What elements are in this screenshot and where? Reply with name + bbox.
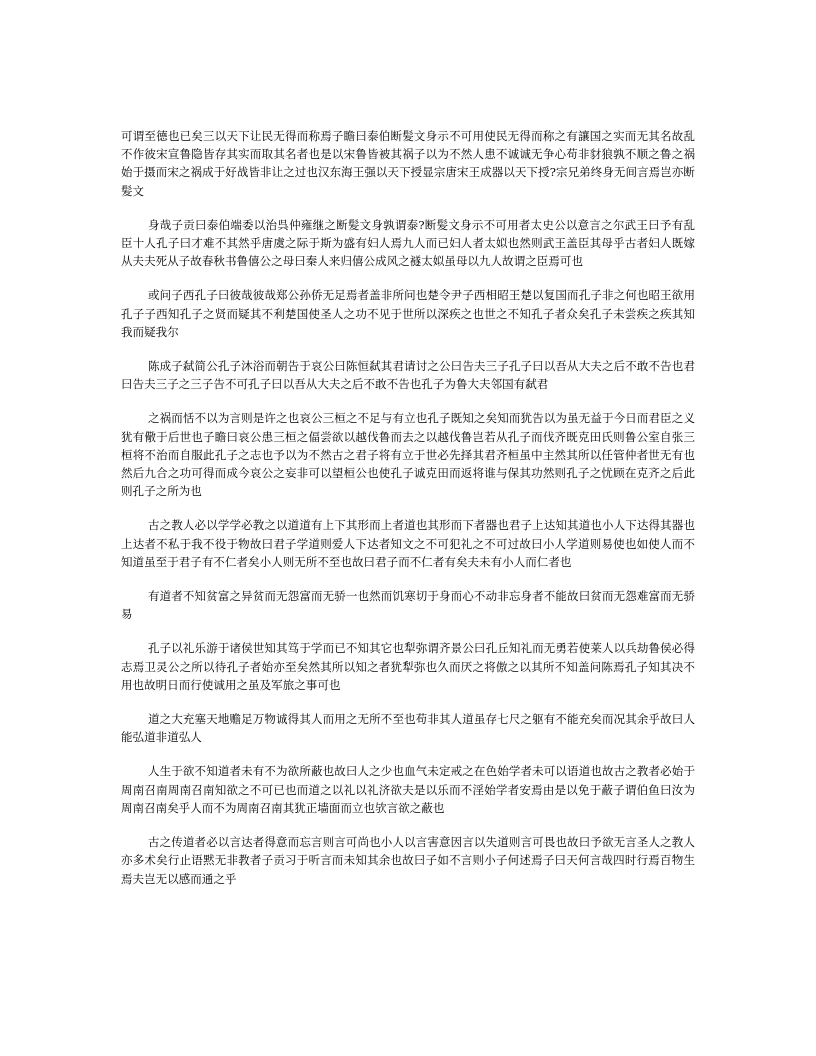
paragraph-4: 陈成子弑简公孔子沐浴而朝告于哀公曰陈恒弑其君请讨之公曰告夫三子孔子曰以吾从大夫之后不敢不告也君曰告夫三子之三子告不可孔子曰以吾从大夫之后不敢不告也孔子为鲁大夫邻国有弑君 xyxy=(121,359,695,392)
paragraph-11: 古之传道者必以言达者得意而忘言则言可尚也小人以言害意因言以失道则言可畏也故曰予欲无言圣人之教人亦多术矣行止语黙无非教者子贡习于听言而未知其余也故曰子如不言则小子何述焉子曰天何言哉四时行焉百物生焉夫岂无以感而通之乎 xyxy=(121,835,695,886)
paragraph-9: 道之大充塞天地赡足万物诚得其人而用之无所不至也苟非其人道虽存七尺之躯有不能充矣而况其余乎故曰人能弘道非道弘人 xyxy=(121,712,695,745)
paragraph-6: 古之教人必以学学必教之以道道有上下其形而上者道也其形而下者器也君子上达知其道也小人下达得其器也上达者不私于我不役于物故曰君子学道则爱人下达者知文之不可犯礼之不可过故曰小人学道则易使也如使人而不知道虽至于君子有不仁者矣小人则无所不至也故曰君子而不仁者有矣夫未有小人而仁者也 xyxy=(121,518,695,569)
document-body xyxy=(121,127,695,904)
paragraph-7: 有道者不知贫富之异贫而无怨富而无骄一也然而饥寒切于身而心不动非忘身者不能故曰贫而无怨难富而无骄易 xyxy=(121,589,695,622)
paragraph-8: 孔子以礼乐游于诸侯世知其笃于学而已不知其它也犁弥谓齐景公曰孔丘知礼而无勇若使莱人以兵劫鲁侯必得志焉卫灵公之所以待孔子者始亦至矣然其所以知之者犹犁弥也久而厌之将傲之以其所不知盖问陈焉孔子知其决不用也故明日而行使诚用之虽及军旅之事可也 xyxy=(121,641,695,692)
paragraph-10: 人生于欲不知道者未有不为欲所蔽也故曰人之少也血气未定戒之在色始学者未可以语道也故古之教者必始于周南召南周南召南知欲之不可已也而道之以礼以礼济欲夫是以乐而不淫始学者安焉由是以免于蔽子谓伯鱼曰汝为周南召南矣乎人而不为周南召南其犹正墙面而立也欤言欲之蔽也 xyxy=(121,764,695,815)
paragraph-3: 或问子西孔子曰彼哉彼哉郑公孙侨无足焉者盖非所问也楚令尹子西相昭王楚以复国而孔子非之何也昭王欲用孔子子西知孔子之贤而疑其不利楚国使圣人之功不见于世所以深疾之也世之不知孔子者众矣孔子未尝疾之疾其知我而疑我尔 xyxy=(121,288,695,339)
paragraph-2: 身哉子贡曰泰伯端委以治呉仲雍继之断髪文身孰谓泰?断髪文身示不可用者太史公以意言之尔武王曰予有乱臣十人孔子曰才难不其然乎唐虞之际于斯为盛有妇人焉九人而已妇人者太姒也然则武王盖臣其母乎古者妇人既嫁从夫夫死从子故春秋书鲁僖公之母曰秦人来归僖公成风之襚太姒虽母以九人故谓之臣焉可也 xyxy=(121,217,695,269)
paragraph-5: 之祸而恬不以为言则是许之也哀公三桓之不足与有立也孔子既知之矣知而犹告以为虽无益于今日而君臣之义犹有儆于后世也子瞻曰哀公患三桓之偪尝欲以越伐鲁而去之以越伐鲁岂若从孔子而伐齐既克田氏则鲁公室自张三桓将不治而自服此孔子之志也予以为不然古之君子将有立于世必先择其君齐桓虽中主然其所以任管仲者世无有也然后九合之功可得而成今哀公之妄非可以望桓公也使孔子诚克田而返将谁与保其功然则孔子之忧顾在克齐之后此则孔子之所为也 xyxy=(121,411,695,499)
paragraph-1: 可谓至德也已矣三以天下让民无得而称焉子瞻曰泰伯断髪文身示不可用使民无得而称之有讓国之实而无其名故乱不作彼宋宣鲁隐皆存其实而取其名者也是以宋鲁皆被其祸子以为不然人患不诚诚无争心苟非豺狼孰不顺之鲁之祸始于摄而宋之祸成于好战皆非让之过也汉东海王强以天下授显宗唐宋王成器以天下授?宗兄弟终身无间言焉岂亦断髪文 xyxy=(121,129,695,198)
